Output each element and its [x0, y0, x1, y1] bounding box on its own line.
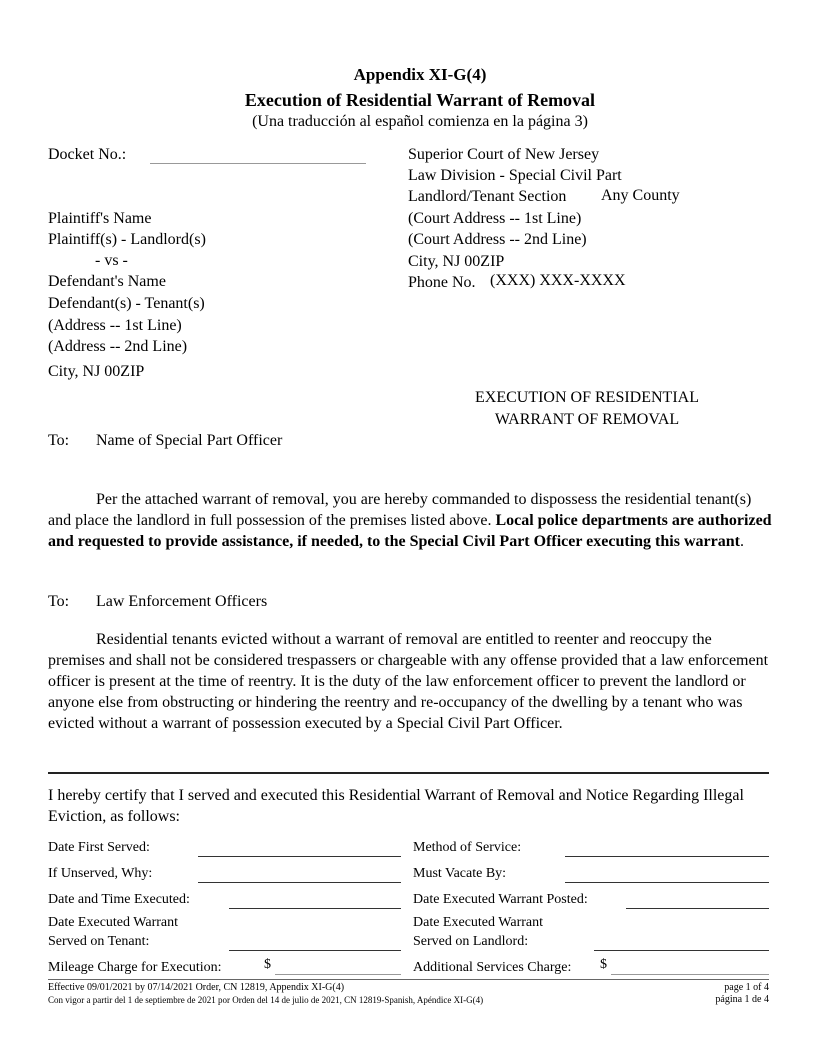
mileage-field[interactable]	[275, 974, 401, 975]
must-vacate-field[interactable]	[565, 882, 769, 883]
reentry-paragraph: Residential tenants evicted without a warrant of removal are entitled to reenter and reoccupy the premises and shall not be considered trespassers or chargeable with any offense provided that a law enforcement officer is present at the time of reentry. It is the duty of the law enforcement officer to prevent the landlord or anyone else from obstructing or hindering the reentry and re-occupancy of the dwelling by a tenant who was evicted without a warrant of possession executed by a Special Civil Part Officer.	[48, 631, 769, 732]
additional-label: Additional Services Charge:	[413, 960, 572, 975]
date-posted-label: Date Executed Warrant Posted:	[413, 892, 588, 907]
to-label: To:	[48, 432, 70, 449]
dollar-sign: $	[264, 957, 271, 972]
party-line: Plaintiff(s) - Landlord(s)	[48, 231, 206, 248]
party-line: Defendant(s) - Tenant(s)	[48, 295, 205, 312]
county: Any County	[601, 187, 680, 204]
if-unserved-field[interactable]	[198, 882, 401, 883]
document-title-line: WARRANT OF REMOVAL	[494, 411, 680, 428]
additional-field[interactable]	[611, 974, 769, 975]
footer-divider	[48, 979, 769, 980]
translation-note: (Una traducción al español comienza en la página 3)	[252, 113, 588, 130]
court-line: Superior Court of New Jersey	[408, 146, 600, 163]
date-posted-field[interactable]	[626, 908, 769, 909]
party-line: (Address -- 2nd Line)	[48, 338, 188, 355]
to-label: To:	[48, 593, 70, 610]
party-line: - vs -	[95, 252, 128, 269]
docket-label: Docket No.:	[48, 146, 127, 163]
method-of-service-field[interactable]	[565, 856, 769, 857]
method-of-service-label: Method of Service:	[413, 840, 522, 855]
police-assistance-text: Local police departments are authorized and requested to provide assistance, if needed, to the Special Civil Part Officer executing this warrant	[48, 512, 772, 550]
served-tenant-label: Served on Tenant:	[48, 934, 150, 949]
document-title-line: EXECUTION OF RESIDENTIAL	[475, 389, 699, 406]
phone-value: (XXX) XXX-XXXX	[490, 272, 626, 289]
date-time-executed-label: Date and Time Executed:	[48, 892, 190, 907]
section-divider	[48, 772, 769, 774]
court-line: City, NJ 00ZIP	[408, 253, 505, 270]
must-vacate-label: Must Vacate By:	[413, 866, 507, 881]
appendix-title: Appendix XI-G(4)	[353, 65, 487, 84]
party-line: City, NJ 00ZIP	[48, 363, 145, 380]
form-title: Execution of Residential Warrant of Removal	[244, 90, 596, 110]
mileage-label: Mileage Charge for Execution:	[48, 960, 222, 975]
dollar-sign: $	[600, 957, 607, 972]
court-line: Law Division - Special Civil Part	[408, 167, 622, 184]
party-line: (Address -- 1st Line)	[48, 317, 182, 334]
page-number: page 1 of 4	[724, 982, 769, 993]
page-number-spanish: página 1 de 4	[715, 994, 769, 1005]
served-landlord-label: Date Executed Warrant	[413, 915, 543, 930]
phone-label: Phone No.	[408, 274, 476, 291]
command-text: Per the attached warrant of removal, you are hereby commanded to dispossess the residential tenant(s) and place the landlord in full possession of the premises listed above.	[48, 491, 752, 529]
officer-name: Name of Special Part Officer	[96, 432, 283, 449]
law-enforcement: Law Enforcement Officers	[96, 593, 268, 610]
served-landlord-field[interactable]	[594, 950, 769, 951]
date-time-executed-field[interactable]	[229, 908, 401, 909]
party-line: Defendant's Name	[48, 273, 166, 290]
court-line: (Court Address -- 1st Line)	[408, 210, 582, 227]
period: .	[739, 533, 744, 550]
court-line: (Court Address -- 2nd Line)	[408, 231, 587, 248]
court-line: Landlord/Tenant Section	[408, 188, 567, 205]
served-landlord-label: Served on Landlord:	[413, 934, 529, 949]
served-tenant-field[interactable]	[229, 950, 401, 951]
if-unserved-label: If Unserved, Why:	[48, 866, 153, 881]
served-tenant-label: Date Executed Warrant	[48, 915, 178, 930]
date-first-served-label: Date First Served:	[48, 840, 150, 855]
party-line: Plaintiff's Name	[48, 210, 152, 227]
command-paragraph	[48, 489, 772, 552]
footer-effective: Effective 09/01/2021 by 07/14/2021 Order, CN 12819, Appendix XI-G(4)	[48, 982, 345, 993]
date-first-served-field[interactable]	[198, 856, 401, 857]
footer-effective-spanish: Con vigor a partir del 1 de septiembre de 2021 por Orden del 14 de julio de 2021, CN 12819-Spanish, Apéndice XI-G(4)	[48, 995, 484, 1005]
docket-field[interactable]	[150, 163, 366, 164]
certification-text: I hereby certify that I served and executed this Residential Warrant of Removal and Notice Regarding Illegal Eviction, as follows:	[48, 787, 744, 825]
